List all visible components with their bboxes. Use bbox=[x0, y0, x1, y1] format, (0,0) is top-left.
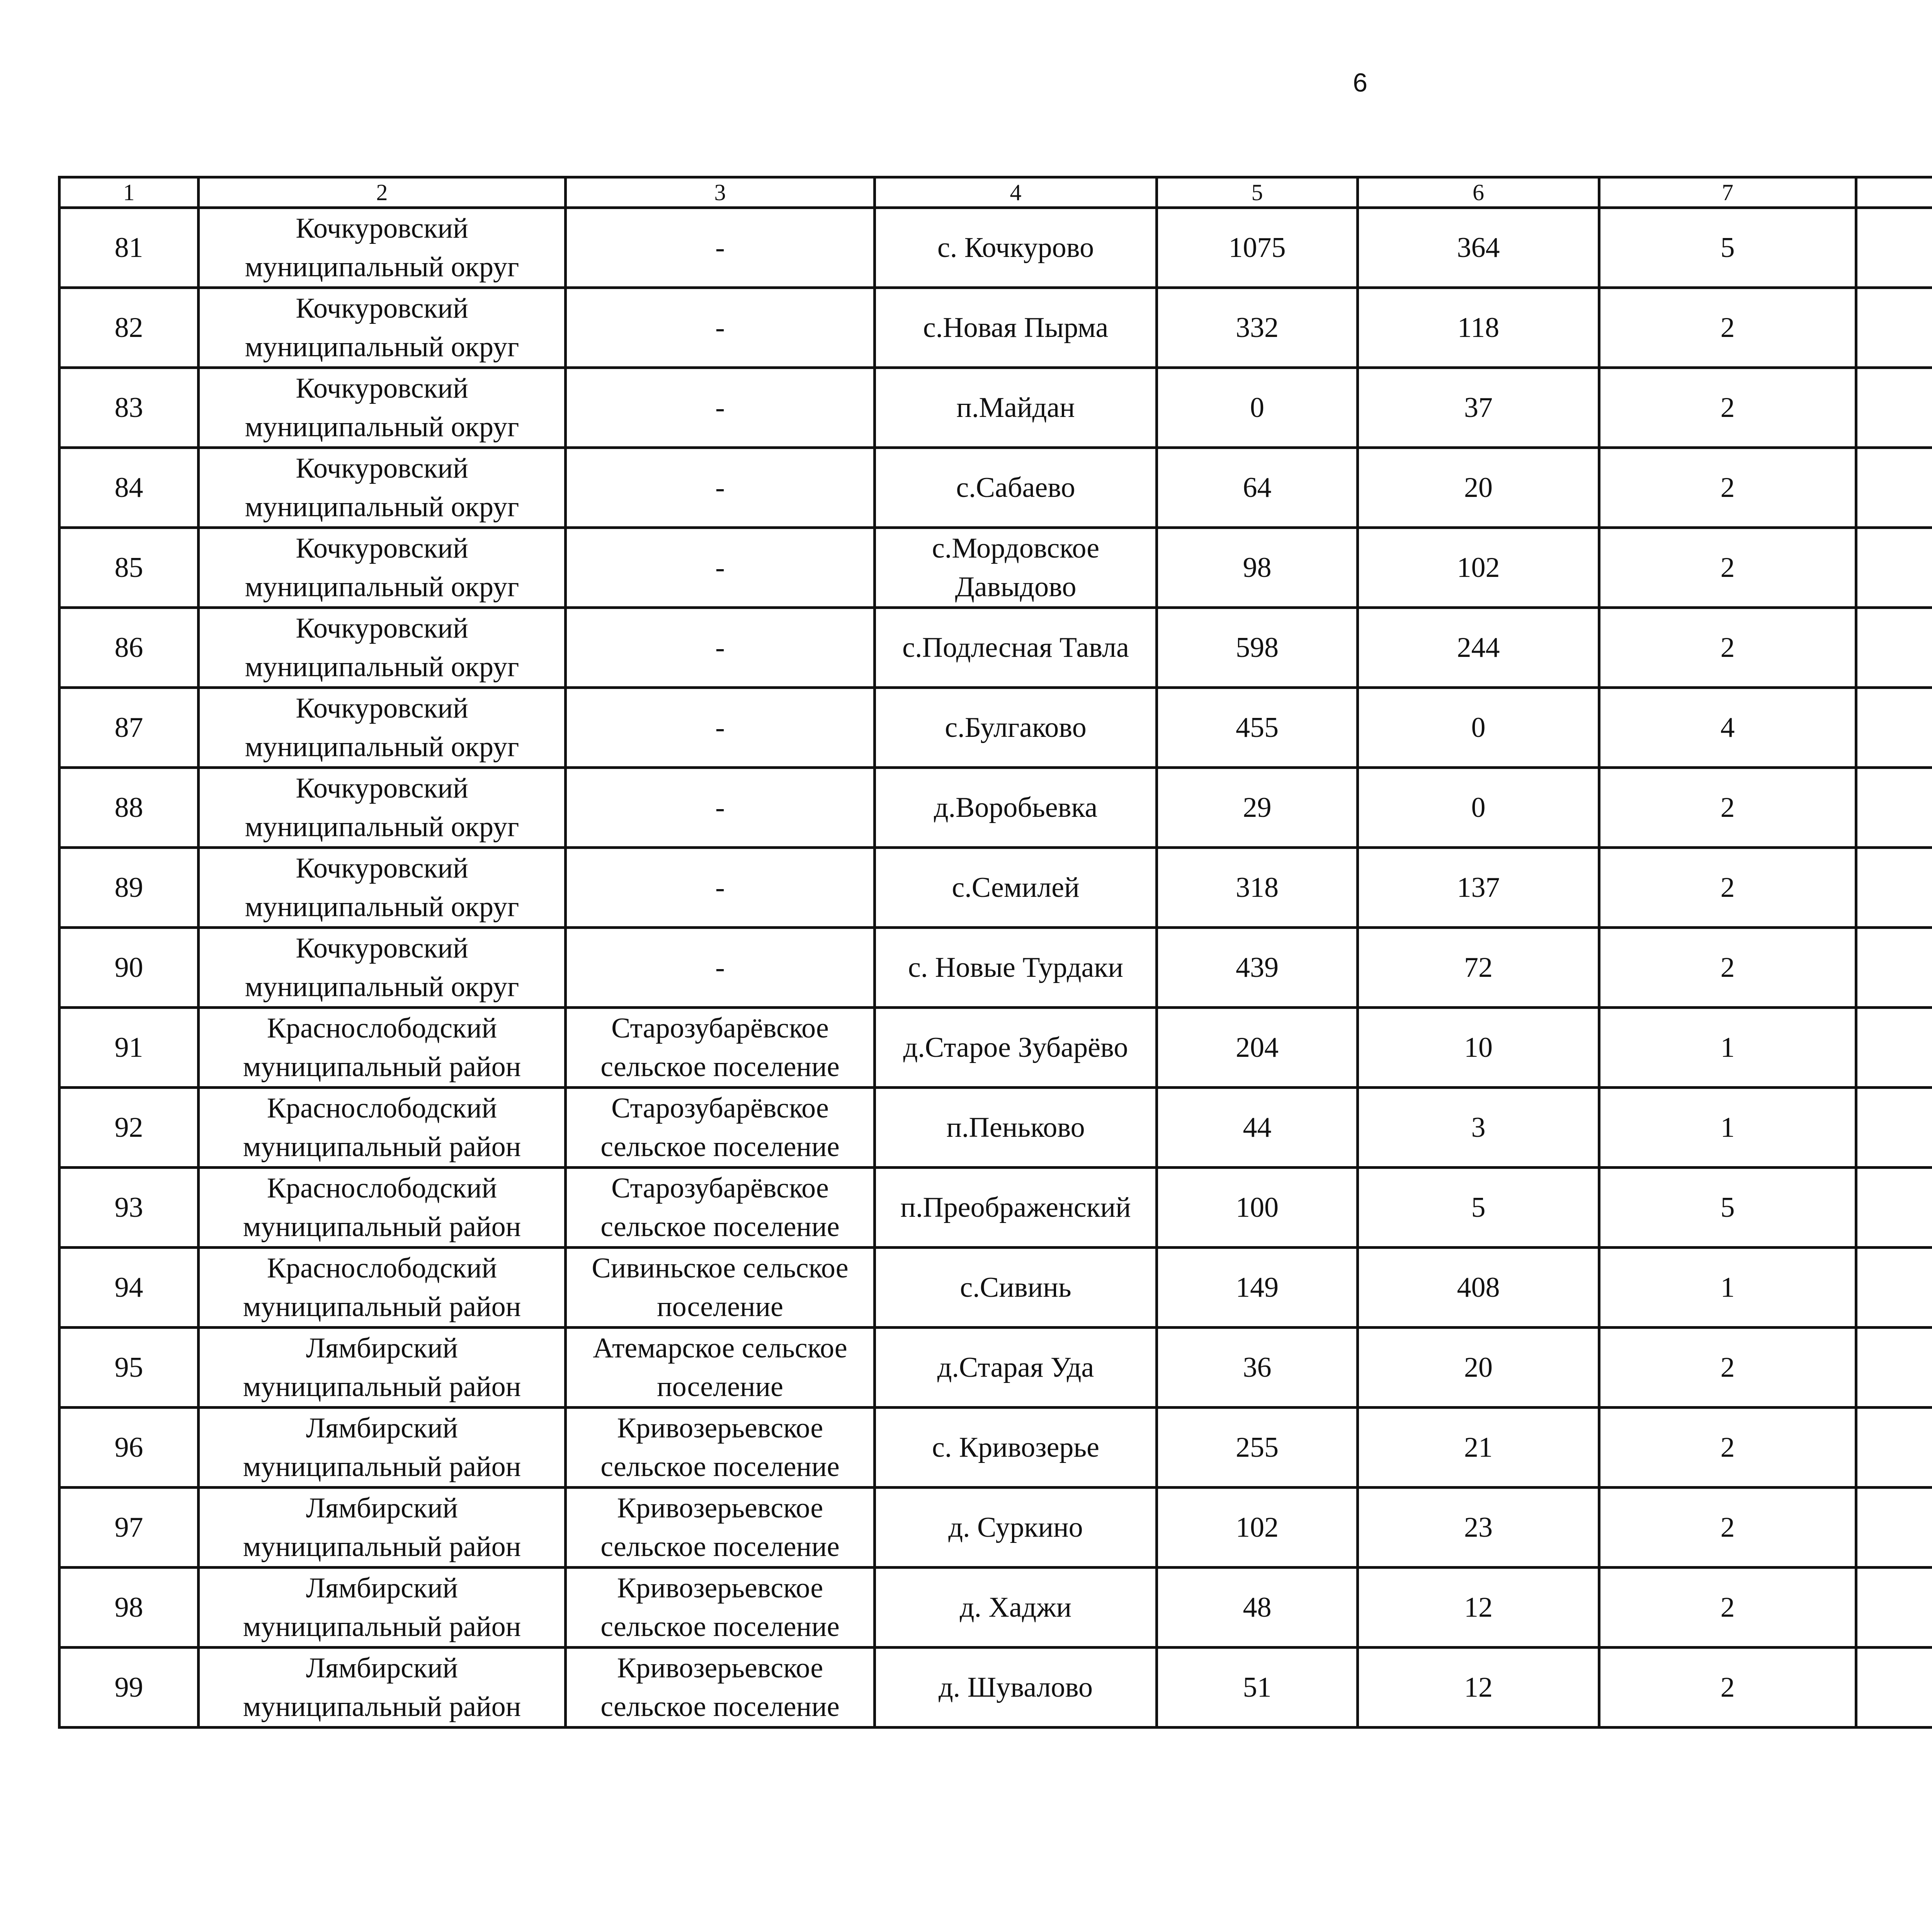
column-6-cell: 20 bbox=[1358, 448, 1599, 528]
column-6-cell: 12 bbox=[1358, 1648, 1599, 1728]
row-number-cell: 96 bbox=[60, 1408, 199, 1488]
column-7-cell: 5 bbox=[1599, 208, 1856, 288]
column-6-cell: 408 bbox=[1358, 1248, 1599, 1328]
row-number-cell: 98 bbox=[60, 1568, 199, 1648]
column-6-cell: 21 bbox=[1358, 1408, 1599, 1488]
table-header-row bbox=[60, 177, 1932, 208]
column-7-cell: 5 bbox=[1599, 1168, 1856, 1248]
row-number-cell: 95 bbox=[60, 1328, 199, 1408]
settlement-cell: Старозубарёвское сельское поселение bbox=[566, 1168, 875, 1248]
district-cell: Кочкуровский муниципальный округ bbox=[199, 848, 566, 928]
settlement-cell: - bbox=[566, 688, 875, 768]
row-number-cell: 93 bbox=[60, 1168, 199, 1248]
table-row bbox=[60, 608, 1932, 688]
column-8-cell bbox=[1856, 208, 1932, 288]
table-row bbox=[60, 368, 1932, 448]
column-8-cell bbox=[1856, 528, 1932, 608]
settlement-cell: Старозубарёвское сельское поселение bbox=[566, 1008, 875, 1088]
column-8-cell bbox=[1856, 1168, 1932, 1248]
locality-cell: с.Булгаково bbox=[875, 688, 1157, 768]
row-number-cell: 81 bbox=[60, 208, 199, 288]
column-5-cell: 98 bbox=[1157, 528, 1358, 608]
table-row bbox=[60, 688, 1932, 768]
locality-cell: п.Майдан bbox=[875, 368, 1157, 448]
column-8-cell bbox=[1856, 1488, 1932, 1568]
column-5-cell: 100 bbox=[1157, 1168, 1358, 1248]
column-6-cell: 0 bbox=[1358, 768, 1599, 848]
settlement-cell: Кривозерьевское сельское поселение bbox=[566, 1408, 875, 1488]
settlement-cell: Кривозерьевское сельское поселение bbox=[566, 1488, 875, 1568]
settlement-cell: Атемарское сельское поселение bbox=[566, 1328, 875, 1408]
data-table bbox=[58, 176, 1932, 1729]
column-5-cell: 44 bbox=[1157, 1088, 1358, 1168]
table-row bbox=[60, 848, 1932, 928]
column-header bbox=[1856, 177, 1932, 208]
locality-cell: с.Подлесная Тавла bbox=[875, 608, 1157, 688]
column-header: 5 bbox=[1157, 177, 1358, 208]
column-8-cell bbox=[1856, 288, 1932, 368]
column-7-cell: 2 bbox=[1599, 608, 1856, 688]
settlement-cell: Сивиньское сельское поселение bbox=[566, 1248, 875, 1328]
settlement-cell: - bbox=[566, 288, 875, 368]
page-number: 6 bbox=[1353, 68, 1367, 97]
row-number-cell: 86 bbox=[60, 608, 199, 688]
settlement-cell: Кривозерьевское сельское поселение bbox=[566, 1568, 875, 1648]
locality-cell: д.Старая Уда bbox=[875, 1328, 1157, 1408]
locality-cell: д. Хаджи bbox=[875, 1568, 1157, 1648]
column-6-cell: 0 bbox=[1358, 688, 1599, 768]
column-6-cell: 10 bbox=[1358, 1008, 1599, 1088]
table-row bbox=[60, 1248, 1932, 1328]
column-5-cell: 255 bbox=[1157, 1408, 1358, 1488]
column-6-cell: 137 bbox=[1358, 848, 1599, 928]
column-6-cell: 3 bbox=[1358, 1088, 1599, 1168]
district-cell: Кочкуровский муниципальный округ bbox=[199, 368, 566, 448]
row-number-cell: 94 bbox=[60, 1248, 199, 1328]
row-number-cell: 87 bbox=[60, 688, 199, 768]
column-6-cell: 102 bbox=[1358, 528, 1599, 608]
column-7-cell: 2 bbox=[1599, 368, 1856, 448]
column-8-cell bbox=[1856, 1088, 1932, 1168]
column-header: 1 bbox=[60, 177, 199, 208]
column-6-cell: 12 bbox=[1358, 1568, 1599, 1648]
column-8-cell bbox=[1856, 448, 1932, 528]
column-5-cell: 64 bbox=[1157, 448, 1358, 528]
row-number-cell: 91 bbox=[60, 1008, 199, 1088]
settlement-cell: Старозубарёвское сельское поселение bbox=[566, 1088, 875, 1168]
settlement-cell: - bbox=[566, 848, 875, 928]
district-cell: Кочкуровский муниципальный округ bbox=[199, 528, 566, 608]
settlement-cell: - bbox=[566, 448, 875, 528]
table-row bbox=[60, 448, 1932, 528]
settlement-cell: - bbox=[566, 368, 875, 448]
column-7-cell: 2 bbox=[1599, 1328, 1856, 1408]
row-number-cell: 92 bbox=[60, 1088, 199, 1168]
table-body bbox=[60, 208, 1932, 1728]
column-7-cell: 2 bbox=[1599, 928, 1856, 1008]
settlement-cell: - bbox=[566, 928, 875, 1008]
column-6-cell: 23 bbox=[1358, 1488, 1599, 1568]
district-cell: Кочкуровский муниципальный округ bbox=[199, 208, 566, 288]
column-7-cell: 2 bbox=[1599, 528, 1856, 608]
table-row bbox=[60, 208, 1932, 288]
row-number-cell: 89 bbox=[60, 848, 199, 928]
column-8-cell bbox=[1856, 688, 1932, 768]
column-6-cell: 244 bbox=[1358, 608, 1599, 688]
column-6-cell: 37 bbox=[1358, 368, 1599, 448]
district-cell: Лямбирский муниципальный район bbox=[199, 1328, 566, 1408]
table-row bbox=[60, 1648, 1932, 1728]
district-cell: Лямбирский муниципальный район bbox=[199, 1648, 566, 1728]
settlement-cell: - bbox=[566, 768, 875, 848]
column-8-cell bbox=[1856, 1648, 1932, 1728]
column-6-cell: 72 bbox=[1358, 928, 1599, 1008]
column-7-cell: 2 bbox=[1599, 1568, 1856, 1648]
locality-cell: д.Старое Зубарёво bbox=[875, 1008, 1157, 1088]
locality-cell: п.Преображенский bbox=[875, 1168, 1157, 1248]
table-row bbox=[60, 1168, 1932, 1248]
column-header: 7 bbox=[1599, 177, 1856, 208]
row-number-cell: 90 bbox=[60, 928, 199, 1008]
column-5-cell: 0 bbox=[1157, 368, 1358, 448]
table-row bbox=[60, 768, 1932, 848]
column-7-cell: 1 bbox=[1599, 1248, 1856, 1328]
column-5-cell: 439 bbox=[1157, 928, 1358, 1008]
column-7-cell: 1 bbox=[1599, 1088, 1856, 1168]
column-5-cell: 598 bbox=[1157, 608, 1358, 688]
district-cell: Кочкуровский муниципальный округ bbox=[199, 448, 566, 528]
row-number-cell: 84 bbox=[60, 448, 199, 528]
locality-cell: с.Мордовское Давыдово bbox=[875, 528, 1157, 608]
locality-cell: д.Воробьевка bbox=[875, 768, 1157, 848]
settlement-cell: Кривозерьевское сельское поселение bbox=[566, 1648, 875, 1728]
locality-cell: п.Пеньково bbox=[875, 1088, 1157, 1168]
column-header: 3 bbox=[566, 177, 875, 208]
district-cell: Краснослободский муниципальный район bbox=[199, 1168, 566, 1248]
settlement-cell: - bbox=[566, 608, 875, 688]
district-cell: Краснослободский муниципальный район bbox=[199, 1248, 566, 1328]
row-number-cell: 83 bbox=[60, 368, 199, 448]
district-cell: Лямбирский муниципальный район bbox=[199, 1408, 566, 1488]
district-cell: Кочкуровский муниципальный округ bbox=[199, 688, 566, 768]
table-row bbox=[60, 528, 1932, 608]
locality-cell: с.Сивинь bbox=[875, 1248, 1157, 1328]
table-row bbox=[60, 1088, 1932, 1168]
column-7-cell: 2 bbox=[1599, 848, 1856, 928]
locality-cell: с.Новая Пырма bbox=[875, 288, 1157, 368]
column-8-cell bbox=[1856, 928, 1932, 1008]
column-5-cell: 1075 bbox=[1157, 208, 1358, 288]
column-header: 6 bbox=[1358, 177, 1599, 208]
column-7-cell: 2 bbox=[1599, 1408, 1856, 1488]
column-7-cell: 1 bbox=[1599, 1008, 1856, 1088]
district-cell: Кочкуровский муниципальный округ bbox=[199, 768, 566, 848]
district-cell: Кочкуровский муниципальный округ bbox=[199, 288, 566, 368]
column-8-cell bbox=[1856, 1408, 1932, 1488]
column-header: 2 bbox=[199, 177, 566, 208]
column-5-cell: 318 bbox=[1157, 848, 1358, 928]
column-6-cell: 5 bbox=[1358, 1168, 1599, 1248]
locality-cell: с.Семилей bbox=[875, 848, 1157, 928]
district-cell: Краснослободский муниципальный район bbox=[199, 1088, 566, 1168]
column-8-cell bbox=[1856, 1568, 1932, 1648]
row-number-cell: 85 bbox=[60, 528, 199, 608]
row-number-cell: 99 bbox=[60, 1648, 199, 1728]
column-5-cell: 204 bbox=[1157, 1008, 1358, 1088]
table-row bbox=[60, 928, 1932, 1008]
column-8-cell bbox=[1856, 768, 1932, 848]
column-8-cell bbox=[1856, 608, 1932, 688]
locality-cell: д. Шувалово bbox=[875, 1648, 1157, 1728]
column-5-cell: 29 bbox=[1157, 768, 1358, 848]
column-6-cell: 118 bbox=[1358, 288, 1599, 368]
column-7-cell: 2 bbox=[1599, 448, 1856, 528]
column-5-cell: 149 bbox=[1157, 1248, 1358, 1328]
row-number-cell: 88 bbox=[60, 768, 199, 848]
column-5-cell: 332 bbox=[1157, 288, 1358, 368]
column-5-cell: 48 bbox=[1157, 1568, 1358, 1648]
table-row bbox=[60, 288, 1932, 368]
column-7-cell: 4 bbox=[1599, 688, 1856, 768]
column-6-cell: 364 bbox=[1358, 208, 1599, 288]
column-8-cell bbox=[1856, 848, 1932, 928]
column-5-cell: 51 bbox=[1157, 1648, 1358, 1728]
table-row bbox=[60, 1328, 1932, 1408]
column-8-cell bbox=[1856, 1328, 1932, 1408]
table-row bbox=[60, 1568, 1932, 1648]
column-8-cell bbox=[1856, 1248, 1932, 1328]
row-number-cell: 97 bbox=[60, 1488, 199, 1568]
table-row bbox=[60, 1408, 1932, 1488]
settlement-cell: - bbox=[566, 528, 875, 608]
column-7-cell: 2 bbox=[1599, 768, 1856, 848]
district-cell: Лямбирский муниципальный район bbox=[199, 1488, 566, 1568]
district-cell: Краснослободский муниципальный район bbox=[199, 1008, 566, 1088]
column-5-cell: 455 bbox=[1157, 688, 1358, 768]
column-5-cell: 102 bbox=[1157, 1488, 1358, 1568]
locality-cell: с. Новые Турдаки bbox=[875, 928, 1157, 1008]
settlement-cell: - bbox=[566, 208, 875, 288]
locality-cell: с. Кривозерье bbox=[875, 1408, 1157, 1488]
table-row bbox=[60, 1008, 1932, 1088]
row-number-cell: 82 bbox=[60, 288, 199, 368]
locality-cell: с.Сабаево bbox=[875, 448, 1157, 528]
district-cell: Кочкуровский муниципальный округ bbox=[199, 928, 566, 1008]
locality-cell: д. Суркино bbox=[875, 1488, 1157, 1568]
column-7-cell: 2 bbox=[1599, 288, 1856, 368]
district-cell: Кочкуровский муниципальный округ bbox=[199, 608, 566, 688]
column-8-cell bbox=[1856, 1008, 1932, 1088]
locality-cell: с. Кочкурово bbox=[875, 208, 1157, 288]
column-6-cell: 20 bbox=[1358, 1328, 1599, 1408]
column-header: 4 bbox=[875, 177, 1157, 208]
district-cell: Лямбирский муниципальный район bbox=[199, 1568, 566, 1648]
column-8-cell bbox=[1856, 368, 1932, 448]
column-5-cell: 36 bbox=[1157, 1328, 1358, 1408]
table-row bbox=[60, 1488, 1932, 1568]
column-7-cell: 2 bbox=[1599, 1648, 1856, 1728]
column-7-cell: 2 bbox=[1599, 1488, 1856, 1568]
